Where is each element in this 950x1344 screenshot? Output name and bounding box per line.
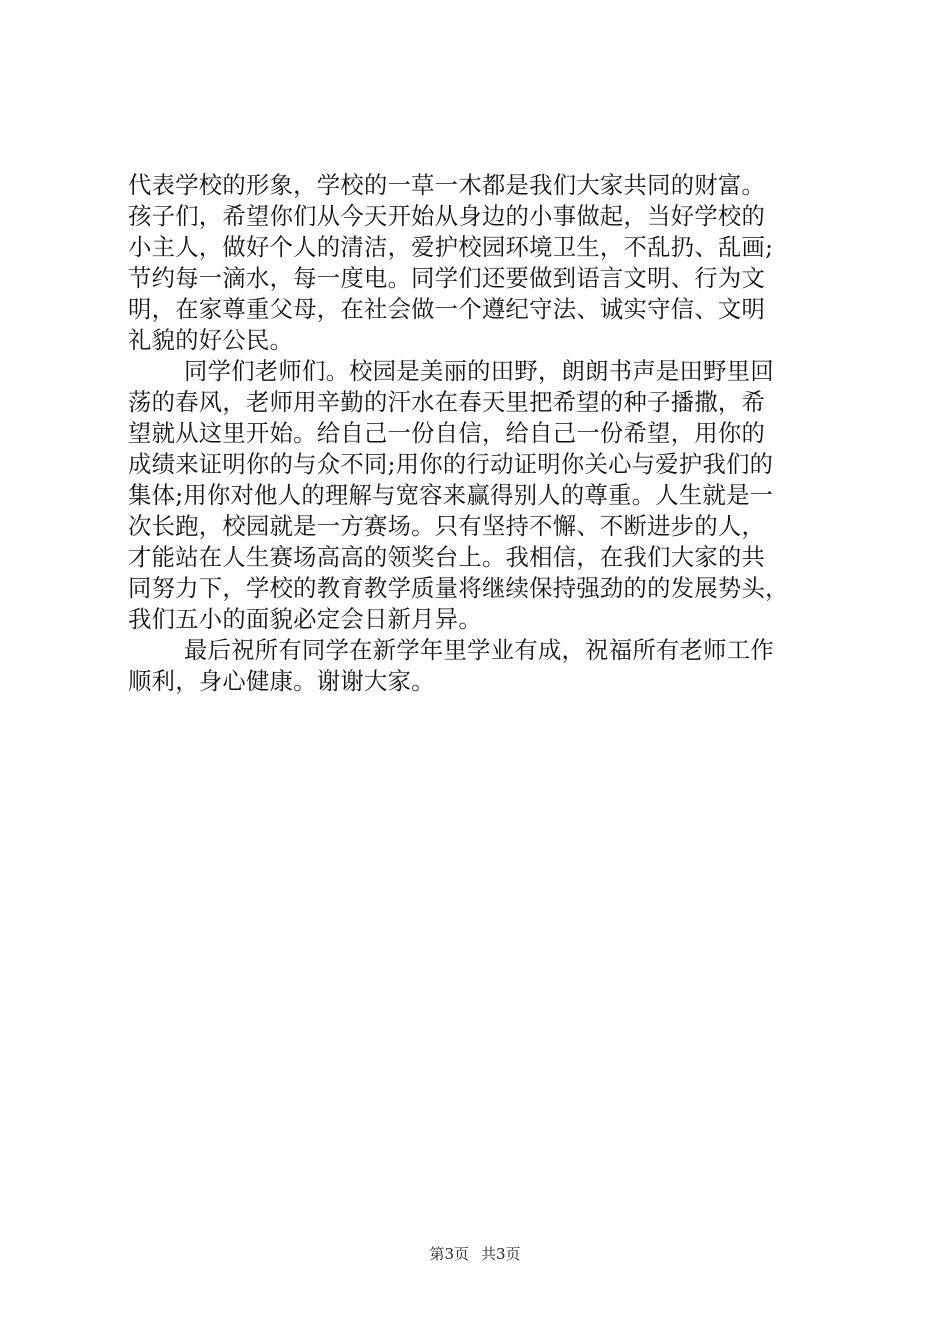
text-line: 望就从这里开始。给自己一份自信，给自己一份希望，用你的: [128, 420, 766, 447]
text-line: 明，在家尊重父母，在社会做一个遵纪守法、诚实守信、文明: [128, 296, 766, 323]
text-line: 同努力下，学校的教育教学质量将继续保持强劲的的发展势头，: [128, 575, 789, 602]
page-footer: [0, 1244, 950, 1264]
text-line: 代表学校的形象，学校的一草一木都是我们大家共同的财富。: [128, 172, 766, 199]
text-line: 我们五小的面貌必定会日新月异。: [128, 606, 482, 633]
text-line: 才能站在人生赛场高高的领奖台上。我相信，在我们大家的共: [128, 544, 766, 571]
text-line: 礼貌的好公民。: [128, 327, 294, 354]
text-line: 次长跑，校园就是一方赛场。只有坚持不懈、不断进步的人，: [128, 513, 766, 540]
text-line: 节约每一滴水，每一度电。同学们还要做到语言文明、行为文: [128, 265, 766, 292]
text-line: 小主人，做好个人的清洁，爱护校园环境卫生，不乱扔、乱画;: [128, 234, 774, 261]
page-number: 第3页: [429, 1245, 469, 1263]
text-line: 荡的春风，老师用辛勤的汗水在春天里把希望的种子播撒，希: [128, 389, 766, 416]
text-line: 成绩来证明你的与众不同;用你的行动证明你关心与爱护我们的: [128, 451, 774, 478]
text-line: 孩子们，希望你们从今天开始从身边的小事做起，当好学校的: [128, 203, 766, 230]
text-line: 顺利，身心健康。谢谢大家。: [128, 668, 435, 695]
total-pages: 共3页: [481, 1245, 521, 1263]
paragraph-start-line: 最后祝所有同学在新学年里学业有成，祝福所有老师工作: [184, 637, 774, 664]
text-line: 集体;用你对他人的理解与宽容来赢得别人的尊重。人生就是一: [128, 482, 774, 509]
body-text: [128, 170, 840, 697]
paragraph-start-line: 同学们老师们。校园是美丽的田野，朗朗书声是田野里回: [184, 358, 774, 385]
